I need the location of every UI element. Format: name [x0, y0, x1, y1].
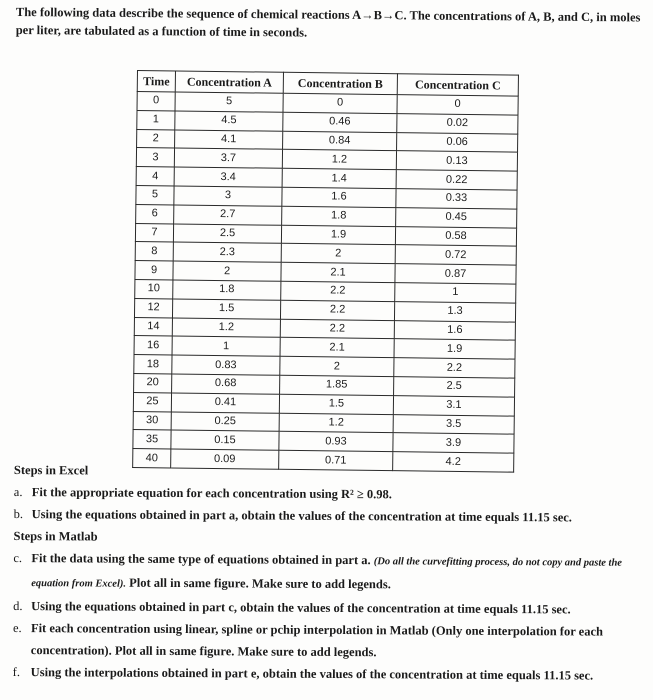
cell-concentration-a: 1.2	[172, 318, 280, 338]
step-b	[14, 503, 644, 529]
cell-time: 40	[133, 449, 171, 468]
cell-concentration-b: 2.2	[280, 300, 394, 320]
matlab-steps-heading: Steps in Matlab	[13, 528, 98, 544]
cell-time: 0	[137, 92, 175, 111]
cell-concentration-b: 1.4	[282, 168, 396, 188]
cell-concentration-a: 2.5	[173, 224, 281, 244]
cell-concentration-a: 4.5	[175, 111, 283, 131]
cell-concentration-a: 0.09	[171, 449, 279, 469]
cell-concentration-c: 0	[397, 95, 518, 115]
step-f	[13, 661, 643, 687]
cell-concentration-a: 1	[172, 336, 280, 356]
cell-concentration-a: 2.3	[173, 242, 281, 262]
cell-concentration-b: 1.5	[279, 394, 393, 414]
cell-concentration-c: 3.1	[393, 395, 514, 415]
step-c-text-2: Plot all in same figure. Make sure to add legends.	[129, 575, 391, 592]
cell-concentration-c: 0.45	[396, 207, 517, 227]
cell-concentration-a: 0.68	[172, 374, 280, 394]
cell-time: 16	[134, 336, 172, 355]
cell-time: 20	[134, 373, 172, 392]
table-body	[133, 92, 519, 473]
header-concentration-b: Concentration B	[283, 72, 397, 94]
cell-concentration-a: 1.5	[172, 299, 280, 319]
step-a-letter: a.	[13, 484, 23, 500]
cell-concentration-a: 2	[173, 261, 281, 281]
cell-concentration-c: 0.33	[396, 189, 517, 209]
step-e	[13, 617, 643, 665]
step-f-text: Using the interpolations obtained in part e, obtain the values of the concentration at time equals 11.15 sec.	[30, 665, 594, 683]
concentration-table	[132, 70, 519, 473]
header-time: Time	[137, 71, 175, 92]
cell-concentration-a: 1.8	[173, 280, 281, 300]
cell-time: 35	[133, 430, 171, 449]
cell-concentration-b: 2.1	[281, 262, 395, 282]
step-e-text: Fit each concentration using linear, spline or pchip interpolation in Matlab (Only one interpolation for each concentration). Plot all in same figure. Make sure to add legends.	[30, 621, 604, 660]
cell-concentration-b: 2	[280, 356, 394, 376]
intro-paragraph: The following data describe the sequence of chemical reactions A→B→C. The concentrations of A, B, and C, in moles per liter, are tabulated as a function of time in seconds.	[15, 4, 641, 40]
cell-concentration-c: 0.06	[397, 132, 518, 152]
cell-concentration-c: 1.6	[394, 320, 515, 340]
cell-time: 3	[136, 148, 174, 167]
cell-time: 25	[133, 392, 171, 411]
cell-concentration-c: 0.13	[396, 151, 517, 171]
cell-concentration-b: 0.71	[279, 450, 393, 470]
step-e-letter: e.	[12, 620, 22, 636]
step-f-letter: f.	[12, 664, 21, 680]
cell-concentration-b: 2.2	[281, 281, 395, 301]
cell-time: 10	[135, 279, 173, 298]
cell-concentration-b: 1.9	[281, 225, 395, 245]
cell-concentration-a: 3.7	[174, 148, 282, 168]
cell-concentration-a: 0.41	[171, 393, 279, 413]
cell-time: 1	[137, 110, 175, 129]
cell-time: 2	[137, 129, 175, 148]
cell-time: 7	[135, 223, 173, 242]
cell-concentration-a: 0.15	[171, 430, 279, 450]
step-b-letter: b.	[13, 506, 24, 522]
cell-time: 30	[133, 411, 171, 430]
cell-concentration-c: 0.22	[396, 170, 517, 190]
cell-time: 18	[134, 355, 172, 374]
cell-concentration-c: 2.2	[394, 358, 515, 378]
cell-concentration-b: 0	[283, 93, 397, 113]
cell-time: 5	[136, 185, 174, 204]
cell-concentration-c: 3.9	[393, 433, 514, 453]
cell-concentration-a: 3	[174, 186, 282, 206]
cell-concentration-b: 1.2	[282, 150, 396, 170]
cell-concentration-a: 0.25	[171, 411, 279, 431]
step-d-letter: d.	[13, 598, 23, 614]
cell-concentration-c: 0.87	[395, 264, 516, 284]
cell-concentration-b: 1.6	[282, 187, 396, 207]
excel-steps-heading: Steps in Excel	[13, 462, 89, 478]
cell-concentration-c: 1	[395, 283, 516, 303]
cell-concentration-c: 0.58	[395, 226, 516, 246]
cell-concentration-b: 2.2	[280, 319, 394, 339]
cell-time: 12	[134, 298, 172, 317]
step-c-italic-note: (Do all the curvefitting process, do not copy and paste the equation from Excel).	[31, 556, 623, 590]
cell-concentration-c: 2.5	[394, 377, 515, 397]
cell-time: 9	[135, 261, 173, 280]
cell-concentration-b: 0.46	[283, 112, 397, 132]
step-c-letter: c.	[13, 550, 23, 566]
cell-concentration-b: 0.84	[283, 131, 397, 151]
header-concentration-c: Concentration C	[397, 74, 518, 96]
cell-concentration-a: 0.83	[172, 355, 280, 375]
cell-concentration-a: 2.7	[174, 205, 282, 225]
concentration-table-container	[132, 70, 518, 473]
cell-time: 6	[136, 204, 174, 223]
cell-concentration-c: 0.02	[397, 113, 518, 133]
cell-time: 4	[136, 167, 174, 186]
cell-time: 8	[135, 242, 173, 261]
cell-concentration-b: 0.93	[279, 432, 393, 452]
cell-concentration-c: 4.2	[393, 452, 514, 472]
step-c-text: Fit the data using the same type of equations obtained in part a.	[31, 551, 371, 568]
cell-concentration-c: 3.5	[393, 414, 514, 434]
cell-concentration-c: 1.3	[394, 301, 515, 321]
cell-concentration-a: 4.1	[175, 130, 283, 150]
cell-concentration-c: 0.72	[395, 245, 516, 265]
header-concentration-a: Concentration A	[175, 71, 283, 93]
cell-concentration-b: 2.1	[280, 338, 394, 358]
cell-concentration-b: 1.85	[280, 375, 394, 395]
step-b-text: Using the equations obtained in part a, obtain the values of the concentration at time equals 11.15 sec.	[31, 507, 572, 525]
cell-concentration-a: 5	[175, 92, 283, 112]
instructions	[13, 459, 644, 687]
cell-concentration-c: 1.9	[394, 339, 515, 359]
step-a-text: Fit the appropriate equation for each concentration using R² ≥ 0.98.	[31, 485, 392, 502]
cell-concentration-b: 1.8	[282, 206, 396, 226]
step-c	[13, 547, 643, 599]
cell-concentration-b: 2	[281, 244, 395, 264]
cell-concentration-b: 1.2	[279, 413, 393, 433]
cell-time: 14	[134, 317, 172, 336]
step-d-text: Using the equations obtained in part c, obtain the values of the concentration at time equals 11.15 sec.	[31, 599, 571, 617]
cell-concentration-a: 3.4	[174, 167, 282, 187]
